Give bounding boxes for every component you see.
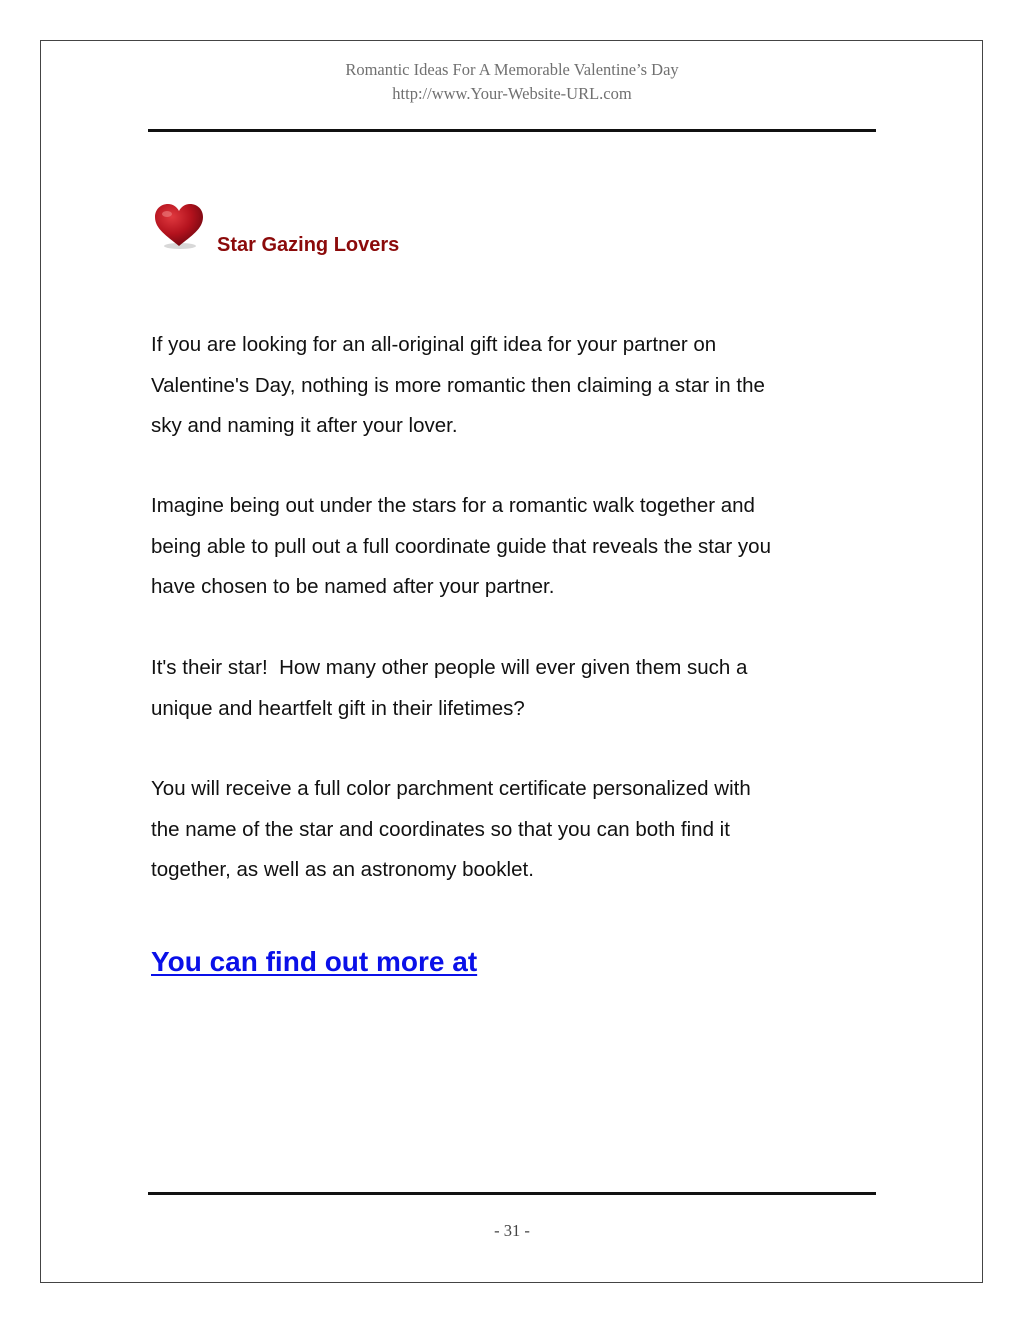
paragraph-line: being able to pull out a full coordinate guide that reveals the star you <box>151 534 771 558</box>
document-title: Romantic Ideas For A Memorable Valentine’s Day <box>345 60 679 79</box>
section-title: Star Gazing Lovers <box>217 234 400 256</box>
paragraph-line: have chosen to be named after your partner. <box>151 575 555 598</box>
section-heading <box>150 198 650 258</box>
paragraph-line: together, as well as an astronomy booklet. <box>151 858 534 881</box>
paragraph-line: Imagine being out under the stars for a romantic walk together and <box>151 494 755 517</box>
paragraph-2 <box>151 486 876 608</box>
paragraph-line: Valentine's Day, nothing is more romantic then claiming a star in the <box>151 373 765 397</box>
paragraph-4 <box>151 769 876 891</box>
paragraph-3 <box>151 648 876 729</box>
paragraph-line: sky and naming it after your lover. <box>151 414 458 437</box>
document-url: http://www.Your-Website-URL.com <box>392 84 632 103</box>
paragraph-line: It's their star! How many other people will ever given them such a <box>151 656 748 679</box>
heart-icon <box>153 202 205 250</box>
paragraph-1 <box>151 325 876 447</box>
paragraph-line: If you are looking for an all-original gift idea for your partner on <box>151 333 717 356</box>
footer-divider <box>148 1192 876 1195</box>
header-divider <box>148 129 876 132</box>
find-out-more-link[interactable]: You can find out more at <box>151 946 478 977</box>
paragraph-line: the name of the star and coordinates so that you can both find it <box>151 817 730 841</box>
paragraph-line: unique and heartfelt gift in their lifetimes? <box>151 696 525 720</box>
paragraph-line: You will receive a full color parchment certificate personalized with <box>151 777 751 800</box>
running-header <box>148 58 876 106</box>
page-number: - 31 - <box>494 1221 530 1240</box>
